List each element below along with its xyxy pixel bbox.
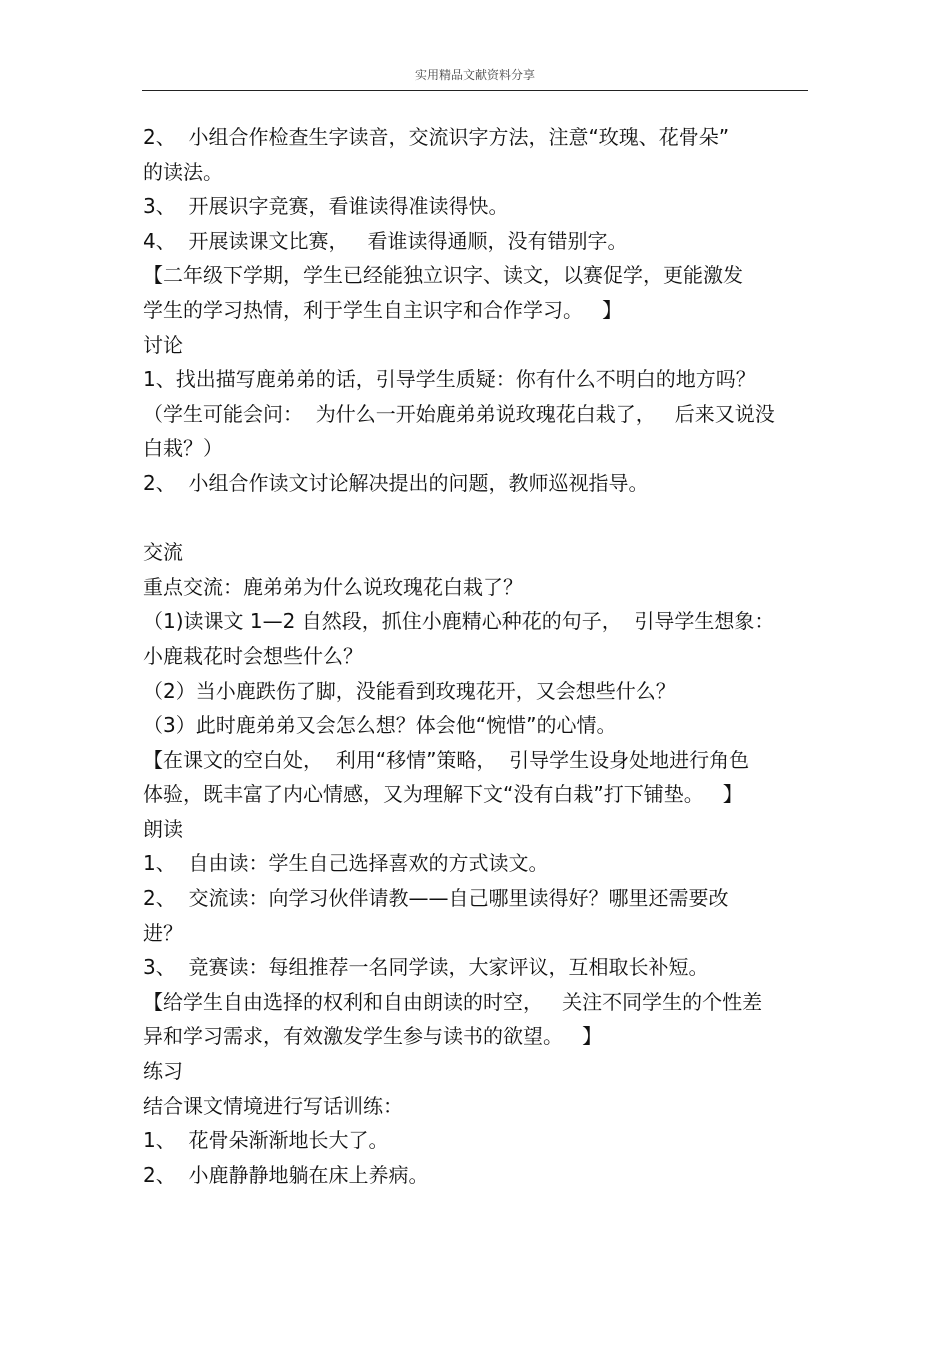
text-line: 【二年级下学期，学生已经能独立识字、读文，以赛促学，更能激发 (143, 263, 743, 288)
text-line: 1、 花骨朵渐渐地长大了。 (143, 1128, 389, 1153)
text-line: 1、 自由读：学生自己选择喜欢的方式读文。 (143, 851, 549, 876)
text-line: 的读法。 (143, 159, 223, 184)
text-line: 【给学生自由选择的权利和自由朗读的时空， 关注不同学生的个性差 (143, 989, 763, 1014)
text-line: 4、 开展读课文比赛， 看谁读得通顺，没有错别字。 (143, 228, 628, 253)
text-line: 1、找出描写鹿弟弟的话，引导学生质疑：你有什么不明白的地方吗？ (143, 367, 756, 392)
text-line: 3、 开展识字竞赛，看谁读得准读得快。 (143, 194, 509, 219)
text-line: 2、 小鹿静静地躺在床上养病。 (143, 1162, 429, 1187)
text-line: 进？ (143, 920, 183, 945)
text-line: 异和学习需求，有效激发学生参与读书的欲望。 】 (143, 1024, 603, 1049)
text-line: 结合课文情境进行写话训练： (143, 1093, 403, 1118)
section-heading: 交流 (143, 540, 183, 565)
document-body (143, 120, 808, 1192)
text-line: （3）此时鹿弟弟又会怎么想？体会他“惋惜”的心情。 (143, 713, 617, 738)
text-line: （1)读课文 1—2 自然段，抓住小鹿精心种花的句子， 引导学生想象： (143, 609, 775, 634)
text-line: （学生可能会问： 为什么一开始鹿弟弟说玫瑰花白栽了， 后来又说没 (143, 401, 775, 426)
text-line: 2、 小组合作检查生字读音，交流识字方法，注意“玫瑰、花骨朵” (143, 125, 730, 149)
text-line: 白栽？） (143, 436, 223, 461)
text-line: 学生的学习热情，利于学生自主识字和合作学习。 】 (143, 297, 623, 322)
page-header: 实用精品文献资料分享 (414, 68, 535, 82)
section-heading: 朗读 (143, 816, 183, 841)
header-rule (142, 90, 808, 91)
blank-line (143, 501, 808, 536)
section-heading: 练习 (143, 1059, 183, 1084)
text-line: （2）当小鹿跌伤了脚，没能看到玫瑰花开，又会想些什么？ (143, 678, 676, 703)
text-line: 体验，既丰富了内心情感，又为理解下文“没有白栽”打下铺垫。 】 (143, 782, 743, 807)
text-line: 【在课文的空白处， 利用“移情”策略， 引导学生设身处地进行角色 (143, 747, 750, 772)
text-line: 2、 小组合作读文讨论解决提出的问题，教师巡视指导。 (143, 470, 649, 495)
section-heading: 讨论 (143, 332, 183, 357)
text-line: 3、 竞赛读：每组推荐一名同学读，大家评议，互相取长补短。 (143, 955, 709, 980)
text-line: 小鹿栽花时会想些什么？ (143, 643, 363, 668)
text-line: 2、 交流读：向学习伙伴请教——自己哪里读得好？哪里还需要改 (143, 886, 729, 911)
text-line: 重点交流：鹿弟弟为什么说玫瑰花白栽了？ (143, 574, 523, 599)
